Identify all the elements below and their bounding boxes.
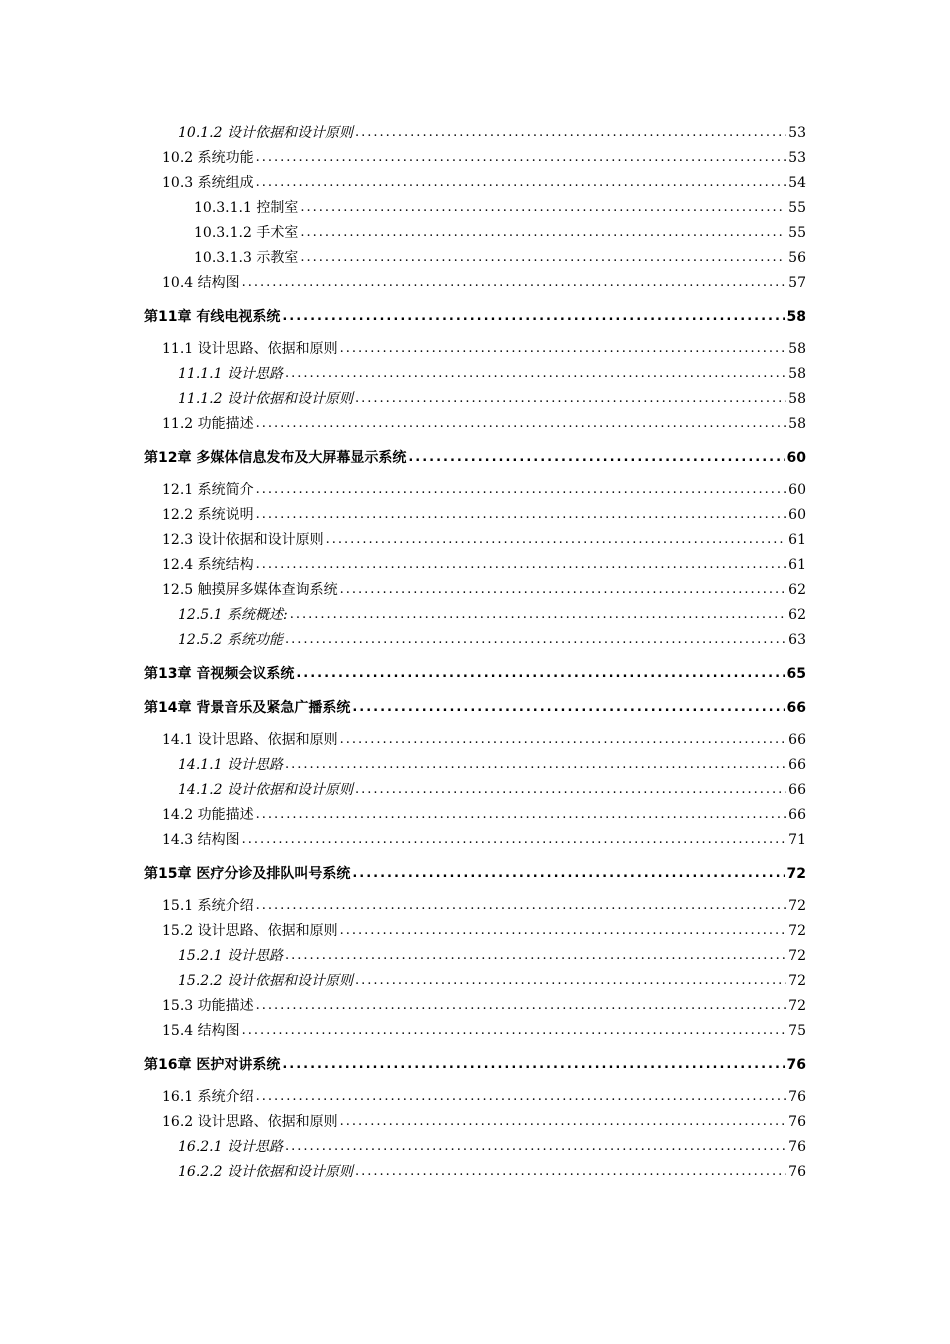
toc-page-number: 72 [788, 948, 806, 964]
toc-page-number: 62 [788, 582, 806, 598]
toc-entry-title: 16.1 系统介绍 [162, 1089, 254, 1105]
toc-entry[interactable] [144, 781, 806, 799]
toc-page-number: 71 [788, 832, 806, 848]
toc-entry-title: 第16章 医护对讲系统 [144, 1057, 281, 1073]
toc-entry-title: 15.3 功能描述 [162, 998, 254, 1014]
toc-dot-leader [256, 149, 787, 167]
toc-dot-leader [340, 1113, 787, 1131]
toc-page-number: 76 [786, 1057, 806, 1073]
toc-entry[interactable] [144, 631, 806, 649]
toc-entry-title: 10.1.2 设计依据和设计原则 [178, 125, 353, 141]
toc-entry-title: 12.5.1 系统概述: [178, 607, 288, 623]
toc-entry-title: 14.3 结构图 [162, 832, 240, 848]
toc-dot-leader [256, 897, 787, 915]
toc-page-number: 58 [786, 309, 806, 325]
toc-entry-title: 10.3.1.3 示教室 [194, 250, 299, 266]
toc-dot-leader [256, 1088, 787, 1106]
toc-dot-leader [285, 756, 786, 774]
toc-entry-title: 15.2.1 设计思路 [178, 948, 283, 964]
toc-entry[interactable] [144, 199, 806, 217]
toc-entry[interactable] [144, 1022, 806, 1040]
toc-entry[interactable] [144, 756, 806, 774]
toc-entry[interactable] [144, 806, 806, 824]
toc-dot-leader [300, 224, 786, 242]
toc-entry[interactable] [144, 506, 806, 524]
toc-dot-leader [408, 449, 784, 467]
toc-dot-leader [355, 972, 786, 990]
toc-entry-title: 第14章 背景音乐及紧急广播系统 [144, 700, 351, 716]
toc-page-number: 60 [788, 507, 806, 523]
toc-entry-title: 12.5.2 系统功能 [178, 632, 283, 648]
toc-entry-title: 第12章 多媒体信息发布及大屏幕显示系统 [144, 450, 407, 466]
toc-entry-title: 11.1 设计思路、依据和原则 [162, 341, 338, 357]
toc-entry[interactable] [144, 606, 806, 624]
toc-entry[interactable] [144, 174, 806, 192]
toc-dot-leader [285, 947, 786, 965]
toc-dot-leader [355, 1163, 786, 1181]
toc-dot-leader [300, 249, 786, 267]
toc-entry-title: 16.2.1 设计思路 [178, 1139, 283, 1155]
toc-page-number: 75 [788, 1023, 806, 1039]
toc-entry[interactable] [144, 390, 806, 408]
toc-page-number: 58 [788, 391, 806, 407]
toc-dot-leader [256, 174, 787, 192]
toc-entry[interactable] [144, 365, 806, 383]
toc-page-number: 65 [786, 666, 806, 682]
toc-entry-title: 16.2.2 设计依据和设计原则 [178, 1164, 353, 1180]
toc-entry[interactable] [144, 274, 806, 292]
toc-dot-leader [285, 365, 786, 383]
toc-page-number: 72 [786, 866, 806, 882]
toc-page-number: 66 [788, 757, 806, 773]
toc-entry-title: 16.2 设计思路、依据和原则 [162, 1114, 338, 1130]
toc-dot-leader [355, 124, 786, 142]
toc-chapter-entry[interactable] [144, 699, 806, 717]
toc-chapter-entry[interactable] [144, 308, 806, 326]
toc-dot-leader [256, 481, 787, 499]
toc-page-number: 53 [788, 150, 806, 166]
toc-entry[interactable] [144, 972, 806, 990]
toc-entry-title: 15.2 设计思路、依据和原则 [162, 923, 338, 939]
toc-dot-leader [256, 415, 787, 433]
toc-page-number: 61 [788, 557, 806, 573]
toc-dot-leader [256, 997, 787, 1015]
toc-entry[interactable] [144, 124, 806, 142]
toc-entry-title: 12.4 系统结构 [162, 557, 254, 573]
toc-dot-leader [352, 699, 784, 717]
toc-entry[interactable] [144, 922, 806, 940]
toc-entry[interactable] [144, 731, 806, 749]
toc-entry[interactable] [144, 415, 806, 433]
toc-entry[interactable] [144, 1088, 806, 1106]
toc-entry-title: 10.3.1.1 控制室 [194, 200, 299, 216]
toc-dot-leader [282, 1056, 784, 1074]
toc-page-number: 58 [788, 366, 806, 382]
toc-dot-leader [340, 731, 787, 749]
toc-page-number: 76 [788, 1139, 806, 1155]
toc-dot-leader [282, 308, 784, 326]
toc-entry-title: 14.2 功能描述 [162, 807, 254, 823]
toc-entry-title: 第15章 医疗分诊及排队叫号系统 [144, 866, 351, 882]
toc-entry-title: 11.2 功能描述 [162, 416, 254, 432]
toc-entry[interactable] [144, 1113, 806, 1131]
toc-dot-leader [326, 531, 787, 549]
toc-page-number: 76 [788, 1089, 806, 1105]
toc-chapter-entry[interactable] [144, 449, 806, 467]
toc-entry[interactable] [144, 249, 806, 267]
toc-chapter-entry[interactable] [144, 865, 806, 883]
toc-entry[interactable] [144, 531, 806, 549]
toc-dot-leader [256, 806, 787, 824]
toc-dot-leader [300, 199, 786, 217]
toc-entry-title: 10.3.1.2 手术室 [194, 225, 299, 241]
toc-entry-title: 14.1.1 设计思路 [178, 757, 283, 773]
toc-entry[interactable] [144, 897, 806, 915]
toc-page-number: 63 [788, 632, 806, 648]
toc-page-number: 54 [788, 175, 806, 191]
toc-dot-leader [355, 390, 786, 408]
toc-entry-title: 12.5 触摸屏多媒体查询系统 [162, 582, 338, 598]
toc-page-number: 72 [788, 998, 806, 1014]
toc-entry[interactable] [144, 831, 806, 849]
toc-page-number: 72 [788, 973, 806, 989]
toc-entry-title: 11.1.2 设计依据和设计原则 [178, 391, 353, 407]
toc-entry-title: 12.3 设计依据和设计原则 [162, 532, 324, 548]
toc-entry-title: 15.4 结构图 [162, 1023, 240, 1039]
toc-entry-title: 10.4 结构图 [162, 275, 240, 291]
toc-entry-title: 12.1 系统简介 [162, 482, 254, 498]
toc-page-number: 66 [788, 807, 806, 823]
toc-page-number: 72 [788, 898, 806, 914]
toc-entry-title: 11.1.1 设计思路 [178, 366, 283, 382]
toc-entry[interactable] [144, 1163, 806, 1181]
toc-page-number: 66 [788, 782, 806, 798]
toc-entry-title: 14.1 设计思路、依据和原则 [162, 732, 338, 748]
toc-entry[interactable] [144, 556, 806, 574]
toc-entry-title: 12.2 系统说明 [162, 507, 254, 523]
toc-dot-leader [340, 581, 787, 599]
toc-chapter-entry[interactable] [144, 1056, 806, 1074]
toc-dot-leader [242, 831, 787, 849]
toc-page-number: 55 [788, 200, 806, 216]
toc-page-number: 66 [788, 732, 806, 748]
toc-page-number: 58 [788, 341, 806, 357]
toc-page-number: 66 [786, 700, 806, 716]
toc-entry[interactable] [144, 997, 806, 1015]
toc-page-number: 53 [788, 125, 806, 141]
toc-page-number: 62 [788, 607, 806, 623]
toc-entry-title: 15.2.2 设计依据和设计原则 [178, 973, 353, 989]
toc-entry[interactable] [144, 581, 806, 599]
toc-dot-leader [242, 274, 787, 292]
toc-entry[interactable] [144, 224, 806, 242]
toc-page-number: 55 [788, 225, 806, 241]
toc-dot-leader [242, 1022, 787, 1040]
toc-entry[interactable] [144, 947, 806, 965]
toc-dot-leader [352, 865, 784, 883]
toc-entry[interactable] [144, 149, 806, 167]
toc-dot-leader [285, 631, 786, 649]
table-of-contents [144, 124, 806, 1181]
toc-page-number: 72 [788, 923, 806, 939]
toc-page-number: 76 [788, 1164, 806, 1180]
toc-page-number: 60 [788, 482, 806, 498]
toc-dot-leader [296, 665, 784, 683]
toc-dot-leader [256, 556, 787, 574]
toc-dot-leader [256, 506, 787, 524]
toc-entry-title: 10.3 系统组成 [162, 175, 254, 191]
toc-entry-title: 14.1.2 设计依据和设计原则 [178, 782, 353, 798]
toc-dot-leader [340, 340, 787, 358]
toc-dot-leader [285, 1138, 786, 1156]
toc-page-number: 58 [788, 416, 806, 432]
toc-entry[interactable] [144, 481, 806, 499]
toc-page-number: 76 [788, 1114, 806, 1130]
toc-page-number: 57 [788, 275, 806, 291]
toc-page-number: 61 [788, 532, 806, 548]
toc-chapter-entry[interactable] [144, 665, 806, 683]
toc-entry-title: 第11章 有线电视系统 [144, 309, 281, 325]
toc-entry[interactable] [144, 1138, 806, 1156]
toc-page-number: 60 [786, 450, 806, 466]
toc-page-number: 56 [788, 250, 806, 266]
toc-entry[interactable] [144, 340, 806, 358]
toc-entry-title: 15.1 系统介绍 [162, 898, 254, 914]
toc-entry-title: 第13章 音视频会议系统 [144, 666, 295, 682]
toc-dot-leader [340, 922, 787, 940]
toc-entry-title: 10.2 系统功能 [162, 150, 254, 166]
toc-dot-leader [290, 606, 786, 624]
toc-dot-leader [355, 781, 786, 799]
